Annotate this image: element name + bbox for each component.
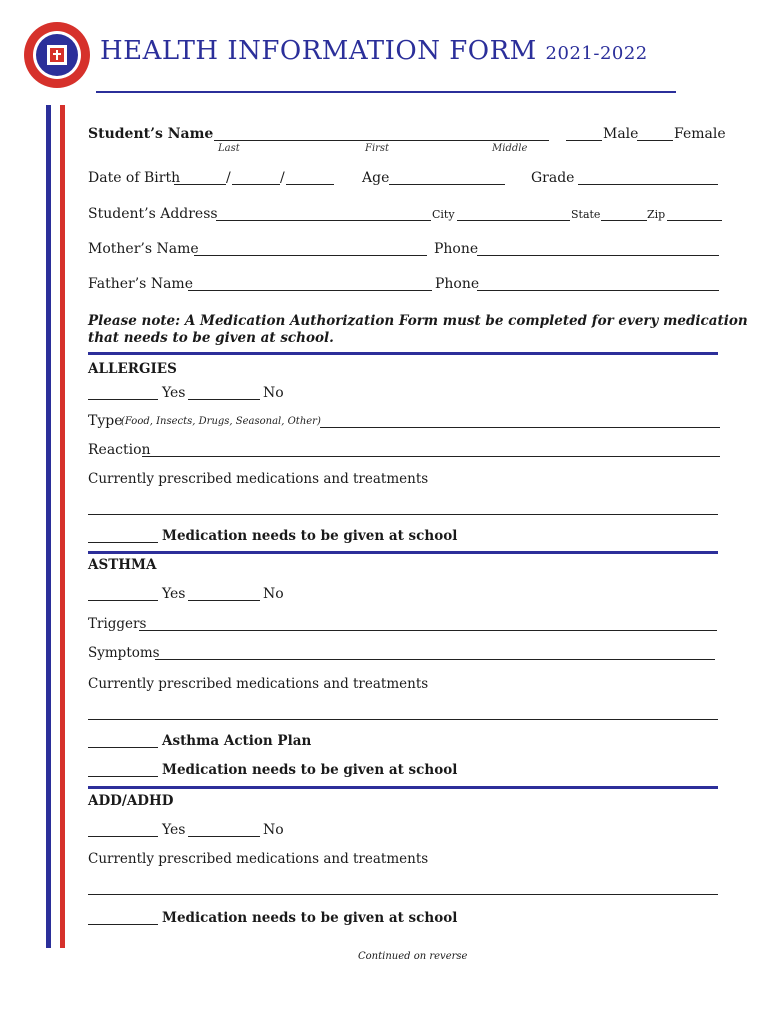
dob-label: Date of Birth (88, 170, 181, 186)
mother-name-label: Mother’s Name (88, 241, 199, 257)
city-field[interactable] (457, 220, 570, 221)
grade-label: Grade (531, 170, 575, 186)
allergies-meds-field[interactable] (88, 514, 718, 515)
note-line-1: Please note: A Medication Authorization Form must be completed for every medication (88, 313, 748, 329)
allergies-no-field[interactable] (188, 399, 260, 400)
asthma-no-label: No (263, 586, 284, 602)
asthma-meds-field[interactable] (88, 719, 718, 720)
adhd-meds-label: Currently prescribed medications and treatments (88, 851, 429, 867)
school-logo (22, 20, 92, 90)
asthma-yes-field[interactable] (88, 600, 158, 601)
adhd-school-meds-label: Medication needs to be given at school (162, 910, 458, 926)
student-name-label: Student’s Name (88, 126, 214, 142)
dob-year-field[interactable] (286, 184, 334, 185)
first-label: First (365, 143, 390, 154)
allergies-school-meds-field[interactable] (88, 542, 158, 543)
zip-label: Zip (647, 208, 666, 221)
allergies-no-label: No (263, 385, 284, 401)
school-year: 2021-2022 (545, 43, 648, 64)
reaction-field[interactable] (142, 456, 720, 457)
middle-label: Middle (492, 143, 528, 154)
male-field[interactable] (566, 140, 602, 141)
father-name-field[interactable] (188, 290, 432, 291)
adhd-heading: ADD/ADHD (88, 793, 174, 809)
left-red-bar (60, 105, 65, 948)
type-field[interactable] (320, 427, 720, 428)
asthma-heading: ASTHMA (88, 557, 157, 573)
dob-month-field[interactable] (174, 184, 226, 185)
symptoms-label: Symptoms (88, 645, 160, 661)
address-label: Student’s Address (88, 206, 218, 222)
father-name-label: Father’s Name (88, 276, 193, 292)
type-hint: (Food, Insects, Drugs, Seasonal, Other) (121, 416, 321, 427)
asthma-school-meds-field[interactable] (88, 776, 158, 777)
asthma-school-meds-label: Medication needs to be given at school (162, 762, 458, 778)
adhd-no-field[interactable] (188, 836, 260, 837)
title-underline (96, 91, 676, 93)
state-label: State (571, 208, 601, 221)
adhd-yes-field[interactable] (88, 836, 158, 837)
asthma-no-field[interactable] (188, 600, 260, 601)
mother-name-field[interactable] (194, 255, 427, 256)
city-label: City (432, 208, 455, 221)
title-text: HEALTH INFORMATION FORM (100, 36, 537, 66)
grade-field[interactable] (578, 184, 718, 185)
age-label: Age (362, 170, 390, 186)
section-divider-2 (88, 551, 718, 554)
asthma-yes-label: Yes (162, 586, 186, 602)
zip-field[interactable] (667, 220, 722, 221)
state-field[interactable] (601, 220, 647, 221)
student-name-field[interactable] (214, 140, 549, 141)
allergies-heading: ALLERGIES (88, 361, 177, 377)
section-divider-1 (88, 352, 718, 355)
adhd-yes-label: Yes (162, 822, 186, 838)
continued-note: Continued on reverse (358, 951, 468, 962)
left-blue-bar (46, 105, 51, 948)
male-label: Male (603, 126, 639, 142)
mother-phone-field[interactable] (477, 255, 719, 256)
age-field[interactable] (389, 184, 505, 185)
allergies-school-meds-label: Medication needs to be given at school (162, 528, 458, 544)
type-label: Type (88, 413, 123, 429)
allergies-meds-label: Currently prescribed medications and treatments (88, 471, 429, 487)
last-label: Last (218, 143, 240, 154)
allergies-yes-field[interactable] (88, 399, 158, 400)
allergies-yes-label: Yes (162, 385, 186, 401)
asthma-action-plan-label: Asthma Action Plan (162, 733, 312, 749)
symptoms-field[interactable] (155, 659, 715, 660)
mother-phone-label: Phone (434, 241, 479, 257)
dob-day-field[interactable] (232, 184, 280, 185)
adhd-school-meds-field[interactable] (88, 924, 158, 925)
adhd-meds-field[interactable] (88, 894, 718, 895)
reaction-label: Reaction (88, 442, 151, 458)
dob-slash-1: / (226, 170, 231, 186)
page-title (100, 36, 648, 66)
triggers-field[interactable] (139, 630, 717, 631)
father-phone-field[interactable] (477, 290, 719, 291)
note-line-2: that needs to be given at school. (88, 330, 334, 346)
section-divider-3 (88, 786, 718, 789)
female-field[interactable] (637, 140, 673, 141)
father-phone-label: Phone (435, 276, 480, 292)
asthma-action-plan-field[interactable] (88, 747, 158, 748)
asthma-meds-label: Currently prescribed medications and treatments (88, 676, 429, 692)
address-field[interactable] (216, 220, 431, 221)
female-label: Female (674, 126, 726, 142)
dob-slash-2: / (280, 170, 285, 186)
triggers-label: Triggers (88, 616, 147, 632)
adhd-no-label: No (263, 822, 284, 838)
